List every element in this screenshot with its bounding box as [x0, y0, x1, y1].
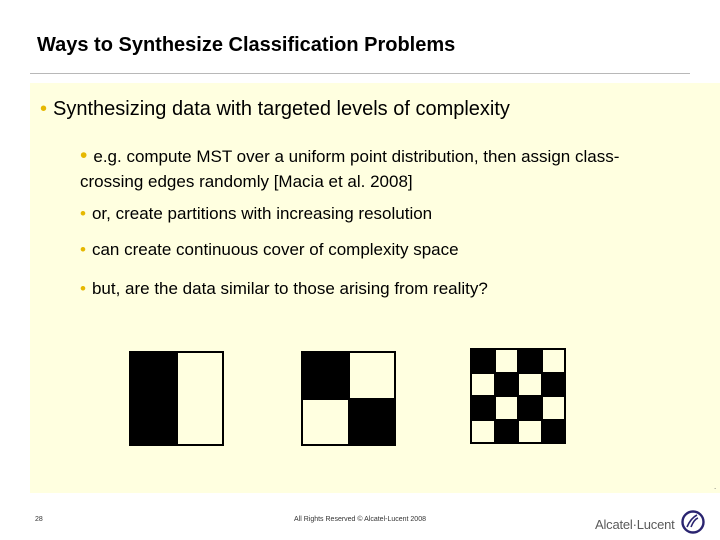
bullet-sub-2-text: or, create partitions with increasing resolution: [91, 204, 433, 223]
partition-figure-16-cells: [470, 348, 566, 444]
partition-figure-2-cells: [129, 351, 224, 446]
logo-ring-icon: [681, 510, 705, 539]
bullet-sub-2: [80, 204, 432, 224]
white-cell: [177, 352, 224, 445]
bullet-dot-icon: •: [80, 144, 88, 167]
bullet-dot-icon: •: [80, 240, 86, 259]
page-number: 28: [35, 516, 43, 523]
bullet-sub-3: [80, 240, 459, 260]
white-cell: [471, 373, 495, 397]
white-cell: [302, 399, 349, 446]
black-cell: [518, 396, 542, 420]
copyright-text: All Rights Reserved © Alcatel-Lucent 2008: [293, 516, 426, 523]
bullet-dot-icon: •: [40, 98, 48, 120]
bullet-dot-icon: •: [80, 204, 86, 223]
slide-title: Ways to Synthesize Classification Problems: [37, 34, 456, 56]
logo-wordmark: Alcatel·Lucent: [595, 517, 675, 532]
white-cell: [518, 420, 542, 444]
black-cell: [542, 420, 566, 444]
bullet-main: [40, 98, 510, 121]
bullet-sub-4-text: but, are the data similar to those arising from reality?: [91, 279, 488, 298]
black-cell: [471, 396, 495, 420]
black-cell: [302, 352, 349, 399]
black-cell: [471, 349, 495, 373]
black-cell: [349, 399, 396, 446]
white-cell: [471, 420, 495, 444]
bullet-sub-3-text: can create continuous cover of complexity space: [91, 240, 459, 259]
bullet-main-text: Synthesizing data with targeted levels of complexity: [53, 98, 510, 120]
company-logo: [595, 510, 705, 539]
title-divider: [30, 73, 690, 74]
partition-figure-4-cells: [301, 351, 396, 446]
white-cell: [518, 373, 542, 397]
white-cell: [349, 352, 396, 399]
white-cell: [495, 349, 519, 373]
bullet-sub-4: [80, 279, 488, 299]
edge-mark: .: [714, 482, 717, 491]
black-cell: [495, 420, 519, 444]
white-cell: [542, 396, 566, 420]
black-cell: [542, 373, 566, 397]
bullet-sub-1: [80, 143, 680, 194]
bullet-dot-icon: •: [80, 279, 86, 298]
white-cell: [495, 396, 519, 420]
black-cell: [495, 373, 519, 397]
black-cell: [130, 352, 177, 445]
black-cell: [518, 349, 542, 373]
white-cell: [542, 349, 566, 373]
bullet-sub-1-text: e.g. compute MST over a uniform point distribution, then assign class-crossing edges randomly [Macia et al. 2008]: [80, 147, 620, 191]
